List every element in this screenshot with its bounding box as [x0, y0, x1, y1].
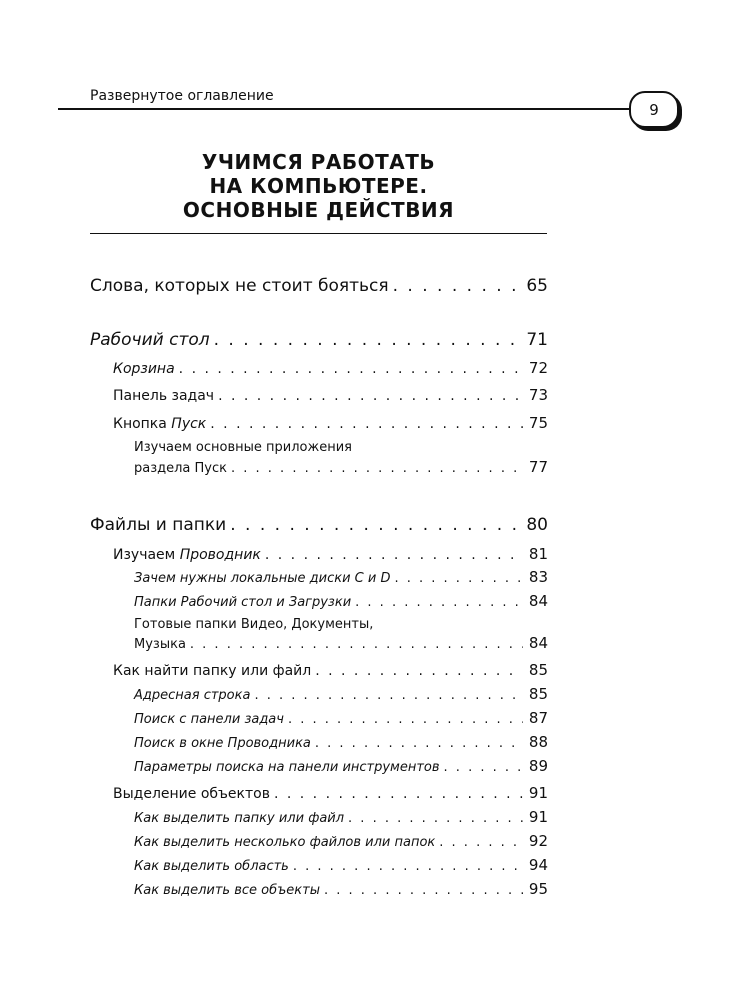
toc-page-number: 94: [528, 856, 548, 874]
toc-entry-explorer: [113, 545, 548, 563]
toc-leader: [439, 835, 523, 850]
toc-label: раздела Пуск: [134, 461, 227, 476]
toc-page-number: 71: [526, 330, 548, 350]
toc-label-line: Готовые папки Видео, Документы,: [134, 617, 374, 632]
toc-entry-select-area: [134, 856, 548, 874]
toc-entry-taskbar: [113, 386, 548, 404]
toc-label: Рабочий стол: [90, 330, 210, 350]
toc-entry-find: [113, 661, 548, 679]
toc-label-part: Пуск: [171, 416, 207, 432]
toc-page-number: 84: [528, 592, 548, 610]
toc-page-number: 92: [528, 832, 548, 850]
toc-label: Как выделить все объекты: [134, 883, 320, 898]
toc-page-number: 65: [526, 276, 548, 296]
toc-entry-select-all: [134, 880, 548, 898]
toc-entry-search-taskbar: [134, 709, 548, 727]
toc-page-number: 73: [528, 386, 548, 404]
toc-label: [113, 416, 206, 432]
toc-label: Слова, которых не стоит бояться: [90, 276, 389, 296]
toc-leader: [315, 736, 523, 751]
toc-label: Как выделить папку или файл: [134, 811, 345, 826]
toc-leader: [254, 688, 522, 703]
toc-leader: [324, 883, 523, 898]
section-title-line: УЧИМСЯ РАБОТАТЬ: [201, 150, 436, 174]
toc-leader: [444, 760, 523, 775]
toc-entry-search-explorer: [134, 733, 548, 751]
toc-leader: [190, 637, 523, 652]
toc-leader: [274, 786, 523, 802]
toc-page-number: 85: [528, 661, 548, 679]
toc-label-part: Изучаем: [113, 547, 180, 563]
toc-entry-disks: [134, 568, 548, 586]
toc-label-part: Проводник: [179, 547, 261, 563]
toc-page-number: 83: [528, 568, 548, 586]
toc-label: Выделение объектов: [113, 786, 270, 802]
toc-leader: [394, 571, 522, 586]
toc-page-number: 91: [528, 784, 548, 802]
toc-entry-select-one: [134, 808, 548, 826]
toc-page-number: 89: [528, 757, 548, 775]
toc-label: Параметры поиска на панели инструментов: [134, 760, 440, 775]
toc-leader: [293, 859, 523, 874]
toc-entry-start-button: [113, 414, 548, 432]
toc-label: Поиск с панели задач: [134, 712, 284, 727]
section-title-line: НА КОМПЬЮТЕРЕ.: [209, 174, 428, 198]
toc-label-part: Кнопка: [113, 416, 172, 432]
toc-entry-start-apps: [134, 458, 548, 476]
title-rule: [90, 233, 547, 234]
section-title-line: ОСНОВНЫЕ ДЕЙСТВИЯ: [182, 198, 455, 222]
toc-page-number: 95: [528, 880, 548, 898]
toc-page-number: 84: [528, 634, 548, 652]
toc-page-number: 72: [528, 359, 548, 377]
toc-entry-trash: [113, 359, 548, 377]
toc-label: Корзина: [113, 361, 175, 377]
toc-label: Адресная строка: [134, 688, 251, 703]
toc-entry-files: [90, 515, 548, 535]
toc-label: Поиск в окне Проводника: [134, 736, 311, 751]
toc-leader: [230, 515, 520, 535]
toc-leader: [355, 595, 523, 610]
toc-entry-desktop: [90, 330, 548, 350]
toc-leader: [179, 361, 523, 377]
toc-leader: [265, 547, 523, 563]
toc-label: Как найти папку или файл: [113, 663, 312, 679]
toc-leader: [348, 811, 523, 826]
page-number-badge: 9: [629, 91, 679, 128]
running-header: Развернутое оглавление: [90, 88, 274, 104]
toc-label-line: Изучаем основные приложения: [134, 440, 352, 455]
toc-leader: [231, 461, 523, 476]
toc-entry-search-params: [134, 757, 548, 775]
toc-leader: [210, 416, 523, 432]
toc-leader: [214, 330, 521, 350]
header-rule: [58, 108, 636, 110]
toc-label: Файлы и папки: [90, 515, 227, 535]
toc-page-number: 80: [526, 515, 548, 535]
toc-label: Панель задач: [113, 388, 215, 404]
toc-label: [113, 547, 261, 563]
toc-entry-select-many: [134, 832, 548, 850]
toc-page-number: 91: [528, 808, 548, 826]
toc-leader: [218, 388, 523, 404]
toc-entry-address: [134, 685, 548, 703]
toc-page-number: 85: [528, 685, 548, 703]
toc-entry-select: [113, 784, 548, 802]
section-title: [90, 150, 547, 222]
toc-label: Музыка: [134, 637, 186, 652]
toc-entry-ready-folders: [134, 634, 548, 652]
toc-leader: [288, 712, 523, 727]
toc-entry-desktop-downloads: [134, 592, 548, 610]
toc-label: Папки Рабочий стол и Загрузки: [134, 595, 352, 610]
toc-leader: [393, 276, 521, 296]
toc-page-number: 81: [528, 545, 548, 563]
toc-page-number: 87: [528, 709, 548, 727]
toc-page-number: 75: [528, 414, 548, 432]
toc-label: Зачем нужны локальные диски C и D: [134, 571, 391, 586]
toc-page-number: 88: [528, 733, 548, 751]
toc-leader: [315, 663, 523, 679]
toc-label: Как выделить несколько файлов или папок: [134, 835, 436, 850]
toc-label: Как выделить область: [134, 859, 289, 874]
toc-page-number: 77: [528, 458, 548, 476]
toc-entry-words: [90, 276, 548, 296]
